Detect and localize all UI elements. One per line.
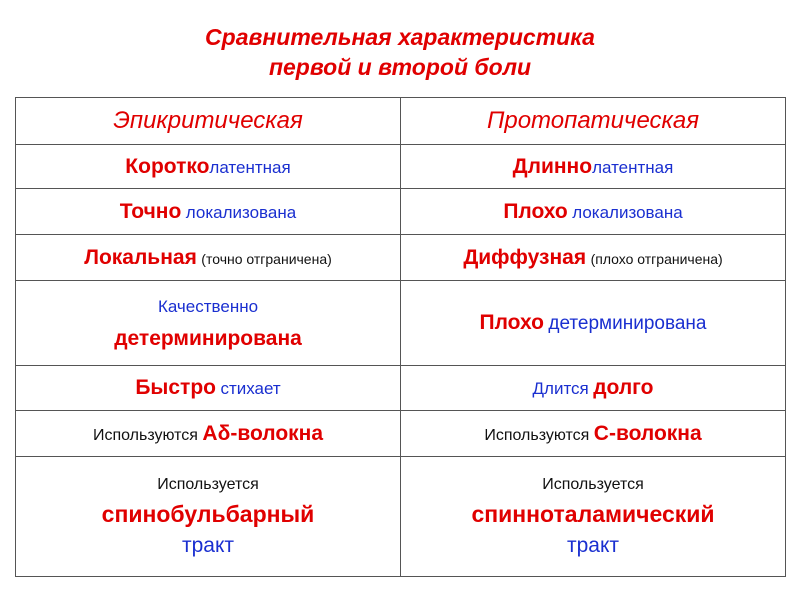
- cell-normal-text: детерминирована: [548, 313, 707, 334]
- table-cell: [16, 366, 401, 411]
- cell-strong-text: Диффузная: [463, 245, 587, 269]
- table-row: [16, 366, 786, 411]
- table-cell: [16, 235, 401, 281]
- cell-normal-text: латентная: [209, 157, 291, 177]
- table-cell: [16, 145, 401, 189]
- table-row: [16, 281, 786, 366]
- cell-strong-text: детерминирована: [114, 327, 302, 350]
- cell-prefix-text: Используются: [92, 426, 198, 444]
- table-row: [16, 189, 786, 235]
- table-cell: [16, 411, 401, 457]
- cell-strong-text: спинноталамический: [471, 500, 715, 527]
- cell-strong-text: Плохо: [479, 311, 544, 334]
- table-row: [16, 145, 786, 189]
- cell-prefix-text: Используется: [542, 475, 644, 493]
- cell-prefix-text: Используются: [484, 426, 590, 444]
- table-cell: [401, 457, 786, 577]
- table-cell: [16, 457, 401, 577]
- table-row: [16, 457, 786, 577]
- cell-normal-text: Качественно: [157, 297, 259, 316]
- cell-normal-text: тракт: [181, 533, 235, 557]
- table-row: [16, 411, 786, 457]
- cell-note-text: (плохо отграничена): [590, 250, 723, 267]
- table-cell: [401, 145, 786, 189]
- cell-prefix-text: Используется: [157, 475, 259, 493]
- table-cell: [401, 366, 786, 411]
- cell-strong-text: Плохо: [503, 199, 568, 223]
- table-cell: [401, 411, 786, 457]
- header-protopathic-label: Протопатическая: [486, 107, 700, 134]
- cell-strong-text: Быстро: [135, 376, 216, 399]
- table-cell: [401, 281, 786, 366]
- cell-strong-text: Длинно: [512, 154, 593, 178]
- cell-strong-text: долго: [593, 376, 654, 399]
- cell-strong-text: Коротко: [125, 154, 210, 178]
- page-title: [0, 22, 800, 82]
- cell-normal-text: стихает: [220, 379, 281, 398]
- table-row: [16, 235, 786, 281]
- cell-strong-text: С-волокна: [593, 421, 702, 445]
- comparison-table: [15, 97, 786, 577]
- header-protopathic: [401, 98, 786, 145]
- table-cell: [16, 189, 401, 235]
- title-line-1: Сравнительная характеристика: [205, 24, 595, 50]
- cell-normal-text: локализована: [185, 202, 297, 222]
- cell-note-text: (точно отграничена): [201, 250, 332, 267]
- header-epicritic-label: Эпикритическая: [113, 107, 303, 134]
- cell-normal-text: латентная: [592, 157, 674, 177]
- cell-normal-text: локализована: [572, 202, 683, 222]
- cell-strong-text: спинобульбарный: [101, 500, 315, 527]
- table-cell: [401, 189, 786, 235]
- title-line-2: первой и второй боли: [268, 54, 532, 80]
- cell-strong-text: Точно: [119, 199, 182, 223]
- cell-normal-text: тракт: [566, 533, 620, 557]
- cell-normal-text: Длится: [532, 379, 589, 398]
- table-cell: [401, 235, 786, 281]
- cell-strong-text: Локальная: [84, 245, 197, 269]
- cell-strong-text: Aδ-волокна: [202, 421, 324, 445]
- table-header-row: [16, 98, 786, 145]
- table-cell: [16, 281, 401, 366]
- header-epicritic: [16, 98, 401, 145]
